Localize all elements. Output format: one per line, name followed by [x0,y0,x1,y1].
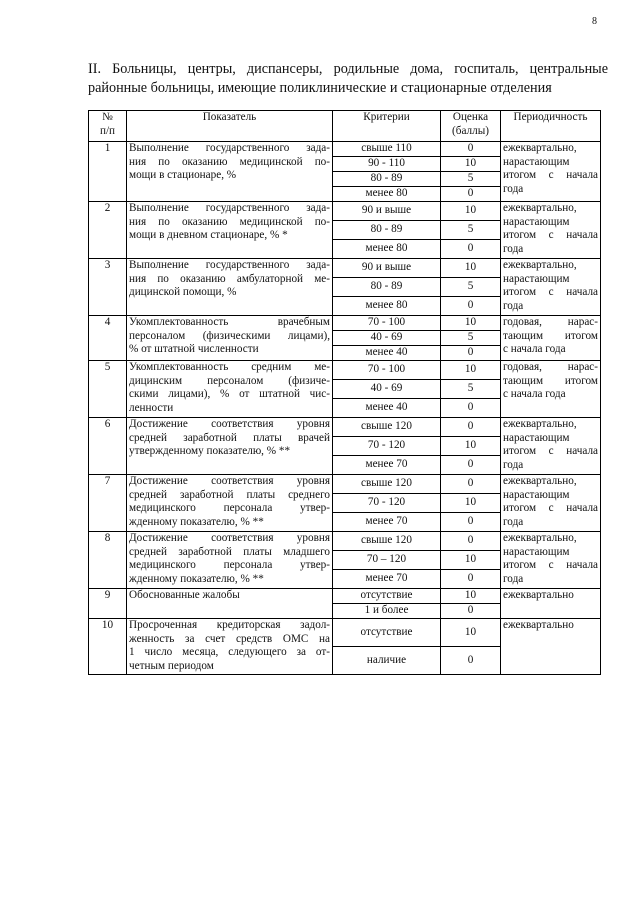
periodicity-line: тающим итогом [503,374,598,387]
periodicity-cell [501,202,601,259]
criterion-cell: свыше 110 [333,142,441,157]
score-cell: 10 [441,316,501,331]
periodicity-line: ежеквартально, [503,142,577,154]
criterion-cell: 80 - 89 [333,221,441,240]
indicator-cell [127,361,333,418]
criteria-table [88,110,601,675]
indicator-line: Укомплектованность врачебным [129,316,330,328]
periodicity-cell [501,142,601,202]
score-cell: 5 [441,331,501,346]
score-cell: 5 [441,380,501,399]
indicator-line: скими лицами), % от штатной чис- [129,388,330,401]
indicator-cell [127,202,333,259]
indicator-line: персоналом (физическими лицами), [129,329,330,342]
section-title-line-1: II. Больницы, центры, диспансеры, родильные дома, госпиталь, центральные [88,61,608,77]
periodicity-line: ежеквартально [503,619,574,631]
criterion-cell: менее 80 [333,297,441,316]
periodicity-cell [501,532,601,589]
periodicity-cell [501,316,601,361]
periodicity-line: ежеквартально, [503,202,577,214]
periodicity-line: с начала года [503,388,566,401]
score-cell: 5 [441,172,501,187]
score-cell: 0 [441,647,501,675]
periodicity-line: нарастающим [503,488,570,501]
periodicity-line: с начала года [503,343,566,356]
score-cell: 0 [441,346,501,361]
score-cell: 0 [441,240,501,259]
section-title-line-2: районные больницы, имеющие поликлинические и стационарные отделения [88,80,552,96]
indicator-line: ния по оказанию амбулаторной ме- [129,272,330,285]
score-cell: 10 [441,551,501,570]
indicator-line: Достижение соответствия уровня [129,475,330,487]
criterion-cell: 70 – 120 [333,551,441,570]
indicator-line: мощи в стационаре, % [129,169,237,182]
table-header-row [89,111,601,142]
criterion-cell: свыше 120 [333,475,441,494]
row-number: 9 [89,589,127,619]
score-cell: 0 [441,456,501,475]
criterion-cell: 40 - 69 [333,331,441,346]
indicator-cell [127,142,333,202]
criterion-cell: отсутствие [333,589,441,604]
indicator-line: средней заработной платы врачей [129,431,330,444]
criterion-cell: менее 80 [333,240,441,259]
indicator-line: дицинским персоналом (физиче- [129,374,330,387]
indicator-cell [127,418,333,475]
criterion-cell: менее 80 [333,187,441,202]
indicator-line: жденному показателю, % ** [129,515,264,528]
score-cell: 5 [441,221,501,240]
section-title [88,60,608,98]
row-number: 10 [89,619,127,675]
criterion-cell: менее 70 [333,513,441,532]
periodicity-line: года [503,572,524,585]
score-cell: 0 [441,570,501,589]
indicator-line: Выполнение государственного зада- [129,142,330,154]
indicator-line: 1 число месяца, следующего за от- [129,646,330,659]
periodicity-line: нарастающим [503,545,570,558]
indicator-cell [127,316,333,361]
criterion-cell: наличие [333,647,441,675]
table-row [89,142,601,157]
periodicity-line: итогом с начала [503,445,598,458]
periodicity-line: итогом с начала [503,286,598,299]
criterion-cell: менее 70 [333,456,441,475]
indicator-line: четным периодом [129,659,214,672]
criterion-cell: отсутствие [333,619,441,647]
indicator-line: Выполнение государственного зада- [129,202,330,214]
periodicity-line: нарастающим [503,272,570,285]
indicator-cell [127,475,333,532]
criterion-cell: 80 - 89 [333,172,441,187]
indicator-line: Обоснованные жалобы [129,589,240,601]
header-criteria: Критерии [333,111,441,142]
score-cell: 0 [441,532,501,551]
score-cell: 0 [441,142,501,157]
periodicity-line: года [503,515,524,528]
indicator-line: средней заработной платы младшего [129,545,330,558]
score-cell: 0 [441,187,501,202]
indicator-line: Выполнение государственного зада- [129,259,330,271]
periodicity-line: итогом с начала [503,502,598,515]
periodicity-cell [501,619,601,675]
indicator-line: мощи в дневном стационаре, % * [129,229,288,242]
score-cell: 0 [441,297,501,316]
periodicity-cell [501,259,601,316]
table-row [89,259,601,278]
indicator-cell [127,619,333,675]
criterion-cell: 90 и выше [333,202,441,221]
periodicity-line: года [503,182,524,195]
row-number: 2 [89,202,127,259]
table-row [89,619,601,647]
criterion-cell: 90 - 110 [333,157,441,172]
periodicity-line: года [503,242,524,255]
indicator-cell [127,532,333,589]
score-cell: 0 [441,475,501,494]
criterion-cell: 70 - 100 [333,316,441,331]
score-cell: 10 [441,437,501,456]
periodicity-cell [501,475,601,532]
indicator-line: % от штатной численности [129,343,259,356]
criterion-cell: менее 70 [333,570,441,589]
criterion-cell: менее 40 [333,399,441,418]
table-body [89,142,601,675]
indicator-line: ленности [129,401,174,414]
periodicity-cell [501,418,601,475]
criterion-cell: 90 и выше [333,259,441,278]
indicator-line: Достижение соответствия уровня [129,418,330,430]
criterion-cell: свыше 120 [333,532,441,551]
header-num: № п/п [89,111,127,142]
indicator-line: дицинской помощи, % [129,286,237,299]
indicator-cell [127,589,333,619]
periodicity-line: ежеквартально, [503,418,577,430]
table-row [89,418,601,437]
criterion-cell: менее 40 [333,346,441,361]
periodicity-line: итогом с начала [503,229,598,242]
table-row [89,202,601,221]
criterion-cell: 1 и более [333,604,441,619]
criterion-cell: 40 - 69 [333,380,441,399]
criterion-cell: свыше 120 [333,418,441,437]
periodicity-cell [501,589,601,619]
indicator-line: Просроченная кредиторская задол- [129,619,330,631]
criterion-cell: 70 - 120 [333,494,441,513]
indicator-cell [127,259,333,316]
periodicity-line: ежеквартально, [503,475,577,487]
indicator-line: жденному показателю, % ** [129,572,264,585]
periodicity-cell [501,361,601,418]
periodicity-line: годовая, нарас- [503,361,598,373]
row-number: 8 [89,532,127,589]
row-number: 7 [89,475,127,532]
row-number: 4 [89,316,127,361]
header-score: Оценка (баллы) [441,111,501,142]
periodicity-line: тающим итогом [503,329,598,342]
periodicity-line: годовая, нарас- [503,316,598,328]
score-cell: 10 [441,494,501,513]
score-cell: 10 [441,157,501,172]
periodicity-line: ежеквартально [503,589,574,601]
indicator-line: медицинского персонала утвер- [129,559,330,572]
table-row [89,316,601,331]
score-cell: 0 [441,418,501,437]
indicator-line: утвержденному показателю, % ** [129,445,291,458]
indicator-line: Достижение соответствия уровня [129,532,330,544]
header-periodicity: Периодичность [501,111,601,142]
score-cell: 10 [441,619,501,647]
indicator-line: медицинского персонала утвер- [129,502,330,515]
periodicity-line: нарастающим [503,431,570,444]
table-row [89,532,601,551]
score-cell: 10 [441,361,501,380]
indicator-line: женность за счет средств ОМС на [129,632,330,645]
periodicity-line: ежеквартально, [503,532,577,544]
indicator-line: ния по оказанию медицинской по- [129,155,330,168]
score-cell: 0 [441,513,501,532]
row-number: 6 [89,418,127,475]
score-cell: 10 [441,589,501,604]
score-cell: 5 [441,278,501,297]
criterion-cell: 70 - 100 [333,361,441,380]
page-number: 8 [592,16,597,27]
table-row [89,589,601,604]
score-cell: 0 [441,399,501,418]
periodicity-line: нарастающим [503,155,570,168]
table-row [89,475,601,494]
indicator-line: Укомплектованность средним ме- [129,361,330,373]
row-number: 5 [89,361,127,418]
indicator-line: средней заработной платы среднего [129,488,330,501]
header-indicator: Показатель [127,111,333,142]
score-cell: 10 [441,202,501,221]
periodicity-line: ежеквартально, [503,259,577,271]
periodicity-line: итогом с начала [503,559,598,572]
periodicity-line: года [503,299,524,312]
periodicity-line: итогом с начала [503,169,598,182]
indicator-line: ния по оказанию медицинской по- [129,215,330,228]
periodicity-line: года [503,458,524,471]
score-cell: 10 [441,259,501,278]
score-cell: 0 [441,604,501,619]
periodicity-line: нарастающим [503,215,570,228]
criterion-cell: 70 - 120 [333,437,441,456]
row-number: 1 [89,142,127,202]
row-number: 3 [89,259,127,316]
criterion-cell: 80 - 89 [333,278,441,297]
table-row [89,361,601,380]
